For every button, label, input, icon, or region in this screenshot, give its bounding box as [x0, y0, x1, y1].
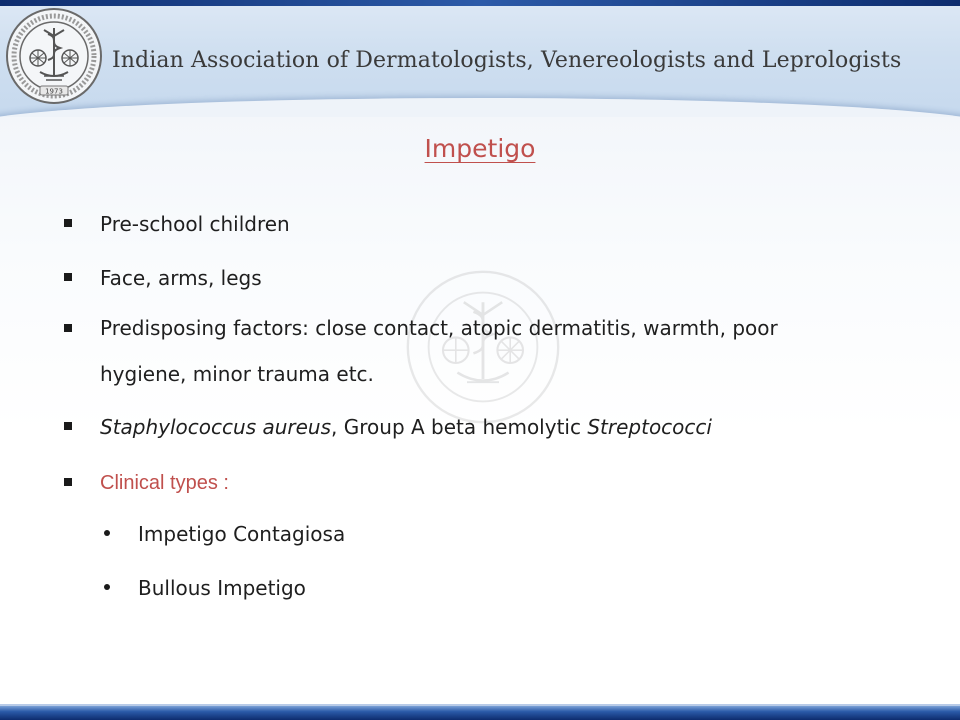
- bullet-text: Pre-school children: [100, 212, 290, 236]
- bullet-text: , Group A beta hemolytic: [331, 415, 588, 439]
- header-band: [0, 0, 960, 117]
- sub-bullet-text: Bullous Impetigo: [138, 576, 306, 600]
- bullet-text-line1: Predisposing factors: close contact, atopic dermatitis, warmth, poor: [100, 316, 778, 340]
- iadvl-emblem-icon: [4, 6, 104, 106]
- bullet-item: [60, 403, 920, 451]
- sub-bullet-text: Impetigo Contagiosa: [138, 522, 346, 546]
- organism-name-streptococci: Streptococci: [587, 415, 712, 439]
- sub-bullet-container: [60, 507, 920, 615]
- logo-year: 1973: [45, 87, 63, 96]
- bullet-item: [60, 200, 920, 248]
- slide-title: Impetigo: [424, 134, 536, 163]
- square-bullet-icon: [64, 478, 72, 486]
- bullet-heading: Clinical types :: [100, 472, 229, 494]
- sub-bullet-item: [60, 561, 920, 615]
- square-bullet-icon: [64, 422, 72, 430]
- bullet-item: [60, 305, 920, 397]
- bullet-text-line2: hygiene, minor trauma etc.: [100, 362, 374, 386]
- round-bullet-icon: [104, 584, 110, 590]
- bottom-bar: [0, 706, 960, 720]
- bullet-list: [60, 200, 920, 615]
- sub-bullet-list: [60, 507, 920, 615]
- bullet-text: Face, arms, legs: [100, 266, 262, 290]
- square-bullet-icon: [64, 219, 72, 227]
- header-curve: [0, 98, 960, 117]
- round-bullet-icon: [104, 530, 110, 536]
- organism-name-staphylococcus: Staphylococcus aureus: [100, 415, 332, 439]
- organization-title: Indian Association of Dermatologists, Venereologists and Leprologists: [112, 48, 902, 73]
- square-bullet-icon: [64, 324, 72, 332]
- sub-bullet-item: [60, 507, 920, 561]
- bullet-item-clinical-types: [60, 459, 920, 507]
- bullet-item: [60, 254, 920, 302]
- header-top-bar: [0, 0, 960, 6]
- square-bullet-icon: [64, 273, 72, 281]
